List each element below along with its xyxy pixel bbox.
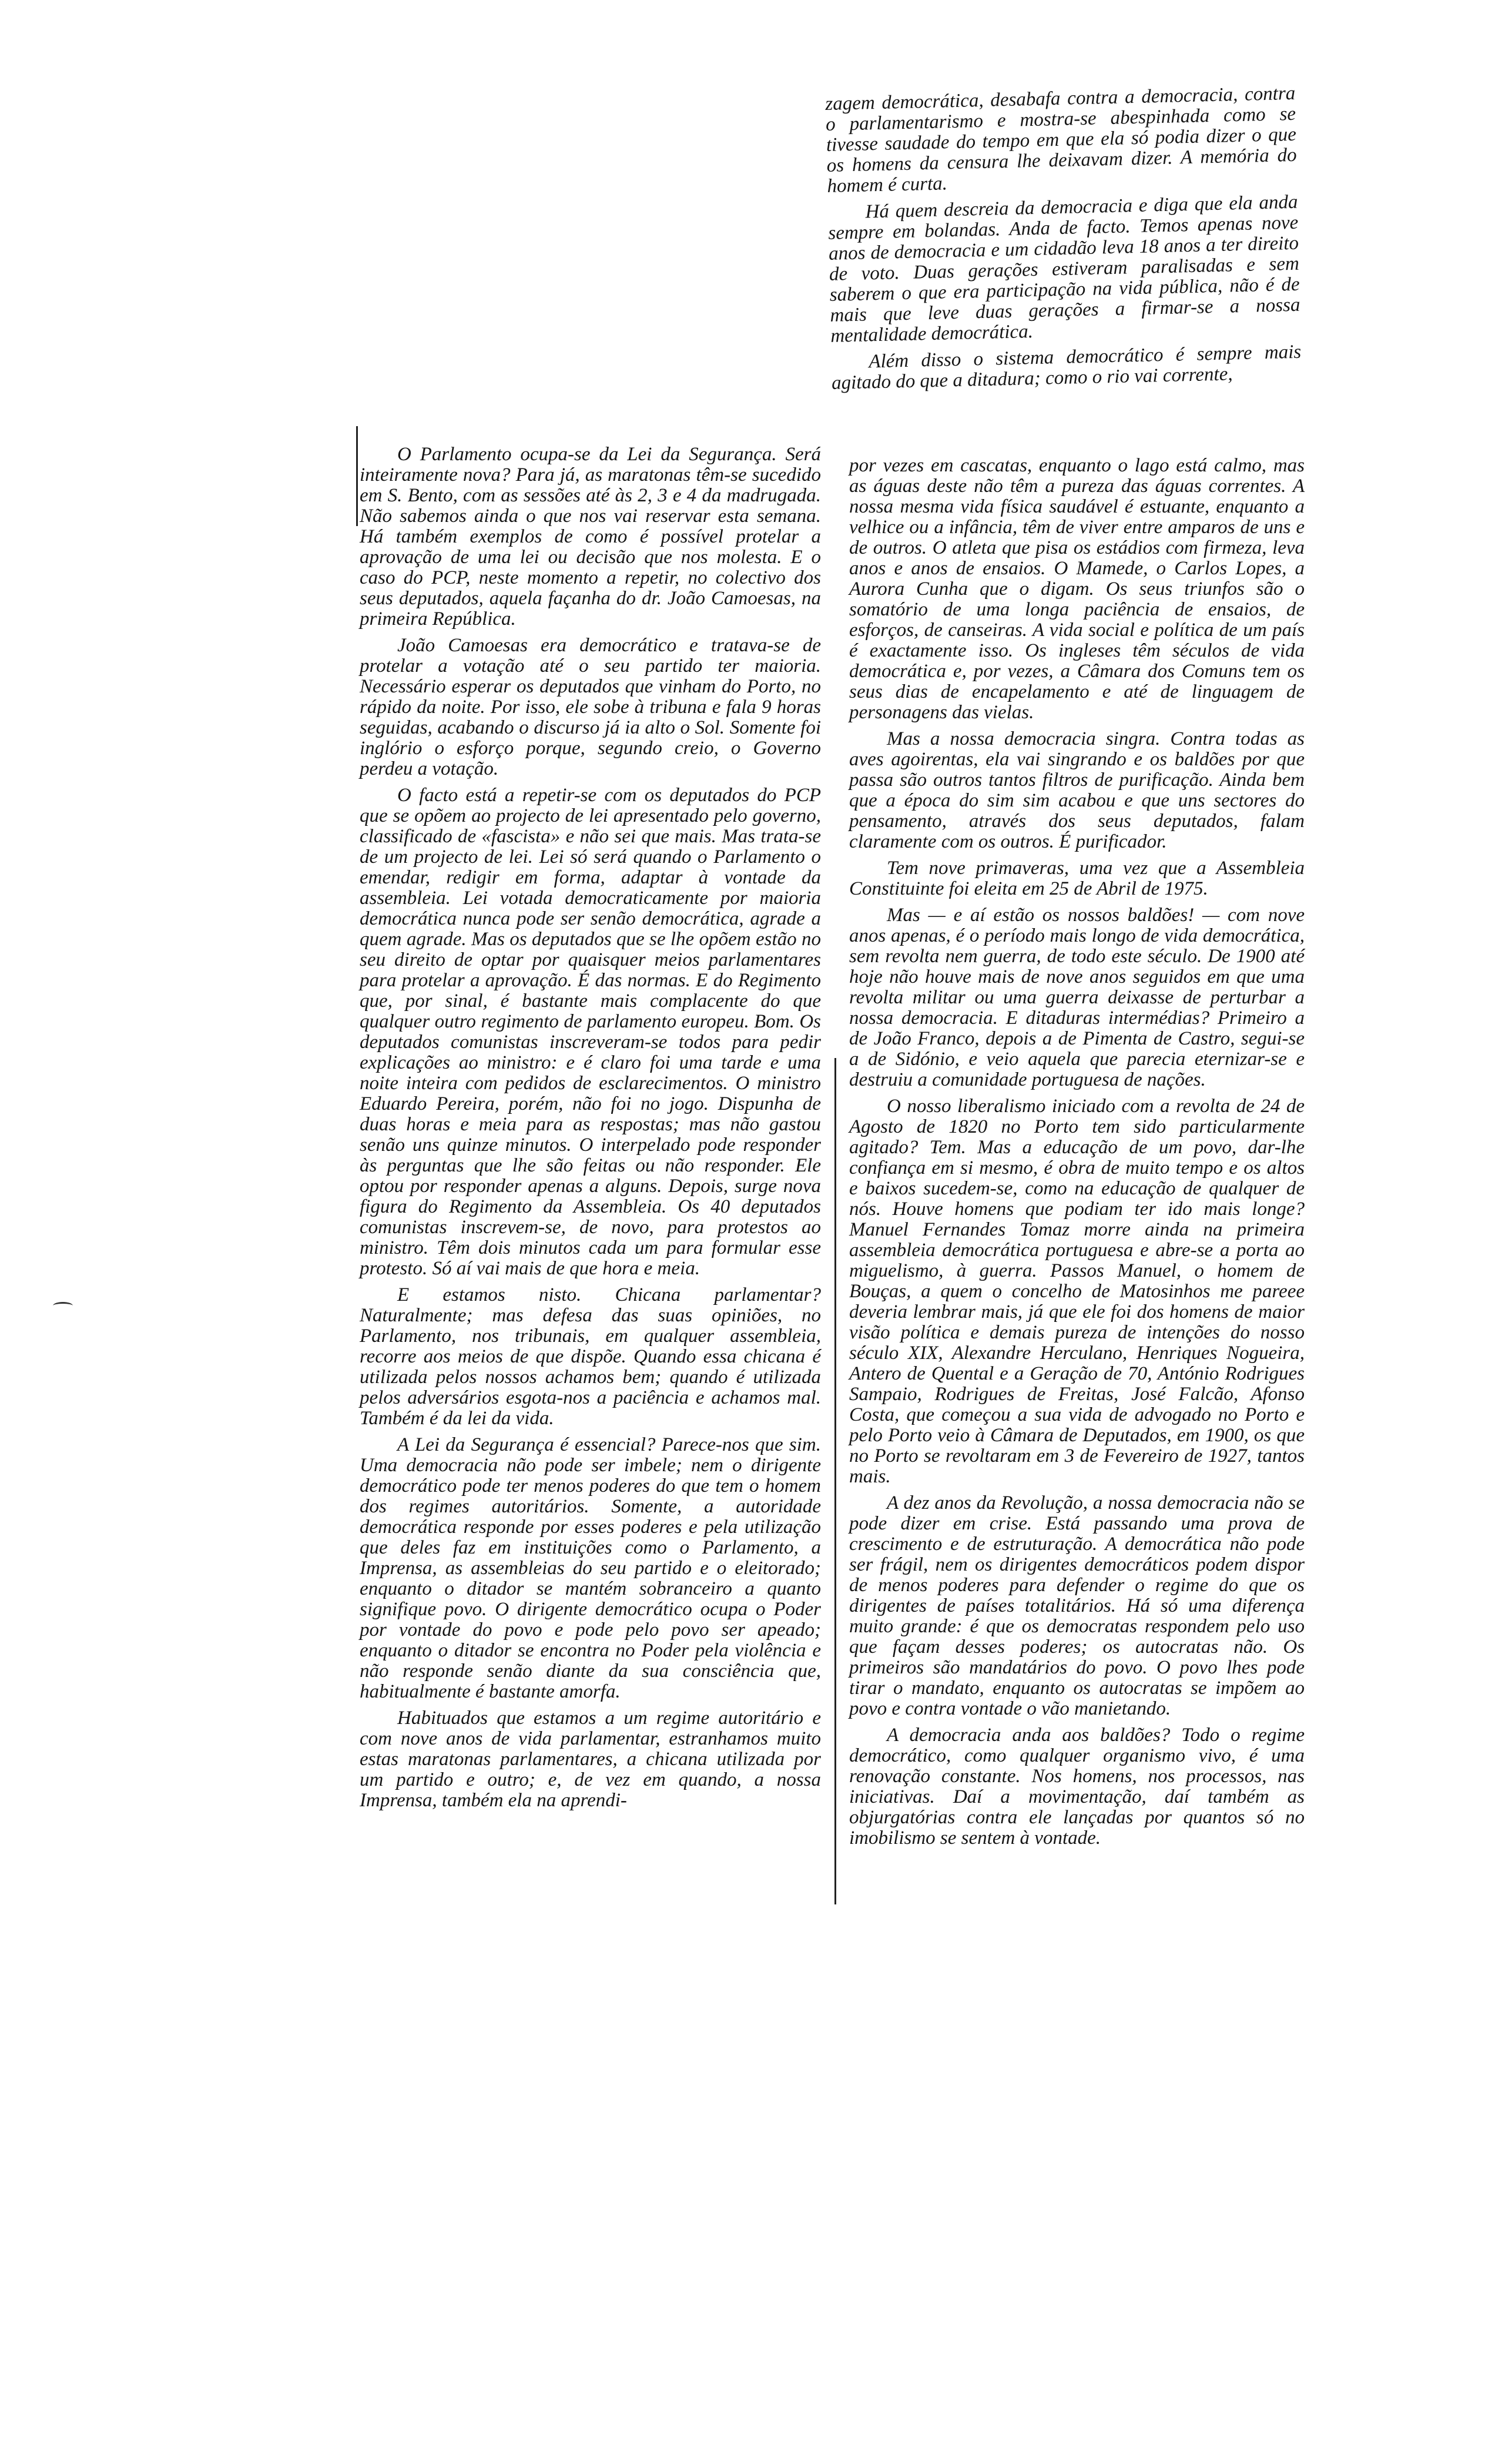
paragraph: A Lei da Segurança é essencial? Parece-nos que sim. Uma democracia não pode ser imbele; nem o dirigente democrático pode ter menos poderes do que tem o homem dos regimes autoritários. Somente, a autoridade democrática responde por esses poderes e pela utilização que deles faz em instituições como o Parlamento, a Imprensa, as assembleias do seu partido e o eleitorado; enquanto o ditador se mantém sobranceiro a quanto signifique povo. O dirigente democrático ocupa o Poder por vontade do povo e pode pelo povo ser apeado; enquanto o ditador se encontra no Poder pela violência e não responde senão diante da sua consciência que, habitualmente é bastante amorfa. (360, 1434, 821, 1702)
paragraph: zagem democrática, desabafa contra a democracia, contra o parlamentarismo e mostra-se abespinhada como se tivesse saudade do tempo em que ela só podia dizer o que os homens da censura lhe deixavam dizer. A memória do homem é curta. (824, 82, 1297, 197)
paragraph: por vezes em cascatas, enquanto o lago está calmo, mas as águas deste não têm a pureza das águas correntes. A nossa mesma vida física saudável é estuante, enquanto a velhice ou a infância, têm de viver entre amparos de uns e de outros. O atleta que pisa os estádios com firmeza, leva anos e anos de ensaios. O Mamede, o Carlos Lopes, a Aurora Cunha que o digam. Os seus triunfos são o somatório de uma longa paciência de ensaios, de esforços, de canseiras. A vida social e política de um país é exactamente isso. Os ingleses têm séculos de vida democrática e, por vezes, a Câmara dos Comuns tem os seus dias de encapelamento e até de linguagem de personagens das vielas. (849, 455, 1305, 723)
paragraph: João Camoesas era democrático e tratava-se de protelar a votação até o seu partido ter maioria. Necessário esperar os deputados que vinham do Porto, no rápido da noite. Por isso, ele sobe à tribuna e fala 9 horas seguidas, acabando o discurso já ia alto o Sol. Somente foi inglório o esforço porque, segundo creio, o Governo perdeu a votação. (360, 635, 821, 779)
article-column-left (360, 444, 821, 1817)
paragraph: A democracia anda aos baldões? Todo o regime democrático, como qualquer organismo vivo, é uma renovação constante. Nos homens, nos processos, nas iniciativas. Daí a movimentação, daí também as objurgatórias contra ele lançadas por quantos só no imobilismo se sentem à vontade. (849, 1725, 1305, 1849)
paragraph: Há quem descreia da democracia e diga que ela anda sempre em bolandas. Anda de facto. Temos apenas nove anos de democracia e um cidadão leva 18 anos a ter direito de voto. Duas gerações estiveram paralisadas e sem saberem o que era participação na vida pública, não é de mais que leve duas gerações a firmar-se a nossa mentalidade democrática. (827, 191, 1300, 347)
paragraph: Mas — e aí estão os nossos baldões! — com nove anos apenas, é o período mais longo de vida democrática, sem revolta nem guerra, de todo este século. De 1900 até hoje não houve mais de nove anos seguidos em que uma revolta militar ou uma guerra deixasse de perturbar a nossa democracia. E ditaduras intermédias? Primeiro a de João Franco, depois a de Pimenta de Castro, segui-se a de Sidónio, e veio aquela que parecia eternizar-se e destruiu a comunidade portuguesa de nações. (849, 905, 1305, 1090)
paragraph: Tem nove primaveras, uma vez que a Assembleia Constituinte foi eleita em 25 de Abril de 1975. (849, 858, 1305, 899)
column-rule-left (356, 426, 358, 526)
margin-mark (53, 1302, 73, 1310)
paragraph: O nosso liberalismo iniciado com a revolta de 24 de Agosto de 1820 no Porto tem sido particularmente agitado? Tem. Mas a educação de um povo, dar-lhe confiança em si mesmo, é obra de muito tempo e os altos e baixos sucedem-se, como na educação de qualquer de nós. Houve homens que podiam ter ido mais longe? Manuel Fernandes Tomaz morre ainda na primeira assembleia democrática portuguesa e abre-se a porta ao miguelismo, à guerra. Passos Manuel, o homem de Bouças, a quem o concelho de Matosinhos me pareee deveria lembrar mais, já que ele foi dos homens de maior visão política e demais pureza de intenções do nosso século XIX, Alexandre Herculano, Henriques Nogueira, Antero de Quental e a Geração de 70, António Rodrigues Sampaio, Rodrigues de Freitas, José Falcão, Afonso Costa, que começou a sua vida de advogado no Porto e pelo Porto veio à Câmara de Deputados, em 1900, os que no Porto se revoltaram em 3 de Fevereiro de 1927, tantos mais. (849, 1096, 1305, 1487)
paragraph: O facto está a repetir-se com os deputados do PCP que se opõem ao projecto de lei apresentado pelo governo, classificado de «fascista» e não sei que mais. Mas trata-se de um projecto de lei. Lei só será quando o Parlamento o emendar, redigir em forma, adaptar à vontade da assembleia. Lei votada democraticamente por maioria democrática nunca pode ser senão democrática, agrade a quem agrade. Mas os deputados que se lhe opõem estão no seu direito de optar por quaisquer meios parlamentares para protelar a aprovação. É das normas. E do Regimento que, por sinal, é bastante mais complacente do que qualquer outro regimento de parlamento europeu. Bom. Os deputados comunistas inscreveram-se todos para pedir explicações ao ministro: e é claro foi uma tarde e uma noite inteira com pedidos de esclarecimentos. O ministro Eduardo Pereira, porém, não foi no jogo. Dispunha de duas horas e meia para as respostas; mas não gastou senão uns quinze minutos. O interpelado pode responder às perguntas que lhe são feitas ou não responder. Ele optou por responder apenas a alguns. Depois, surge nova figura do Regimento da Assembleia. Os 40 deputados comunistas inscrevem-se, de novo, para protestos ao ministro. Têm dois minutos cada um para formular esse protesto. Só aí vai mais de que hora e meia. (360, 785, 821, 1279)
article-column-right-top (825, 83, 1302, 400)
paragraph: E estamos nisto. Chicana parlamentar? Naturalmente; mas defesa das suas opiniões, no Parlamento, nos tribunais, em qualquer assembleia, recorre aos meios de que dispõe. Quando essa chicana é utilizada pelos nossos achamos bem; quando é utilizada pelos adversários esgota-nos a paciência e achamos mal. Também é da lei da vida. (360, 1284, 821, 1429)
paragraph: Mas a nossa democracia singra. Contra todas as aves agoirentas, ela vai singrando e os baldões por que passa são outros tantos filtros de purificação. Ainda bem que a época do sim sim acabou e que uns sectores do pensamento, através dos seus deputados, falam claramente com os outros. É purificador. (849, 728, 1305, 852)
column-rule-middle (834, 1058, 836, 1904)
paragraph: A dez anos da Revolução, a nossa democracia não se pode dizer em crise. Está passando uma prova de crescimento e de estruturação. A democrática não pode ser frágil, nem os dirigentes democráticos podem dispor de menos poderes para defender o regime do que os dirigentes de países totalitários. Há só uma diferença muito grande: é que os democratas respondem pelo uso que façam desses poderes; os autocratas não. Os primeiros são mandatários do povo. O povo lhes pode tirar o mandato, enquanto os autocratas se impõem ao povo e contra vontade o vão manietando. (849, 1492, 1305, 1719)
article-column-right (849, 456, 1305, 1854)
paragraph: Além disso o sistema democrático é sempre mais agitado do que a ditadura; como o rio vai corrente, (831, 341, 1302, 394)
paragraph: Habituados que estamos a um regime autoritário e com nove anos de vida parlamentar, estranhamos muito estas maratonas parlamentares, a chicana utilizada por um partido e outro; e, de vez em quando, a nossa Imprensa, também ela na aprendi- (360, 1708, 821, 1811)
paragraph: O Parlamento ocupa-se da Lei da Segurança. Será inteiramente nova? Para já, as maratonas têm-se sucedido em S. Bento, com as sessões até às 2, 3 e 4 da madrugada. Não sabemos ainda o que nos vai reservar esta semana. Há também exemplos de como é possível protelar a aprovação de uma lei ou decisão que nos molesta. E o caso do PCP, neste momento a repetir, no colectivo dos seus deputados, aquela façanha do dr. João Camoesas, na primeira República. (360, 444, 821, 630)
